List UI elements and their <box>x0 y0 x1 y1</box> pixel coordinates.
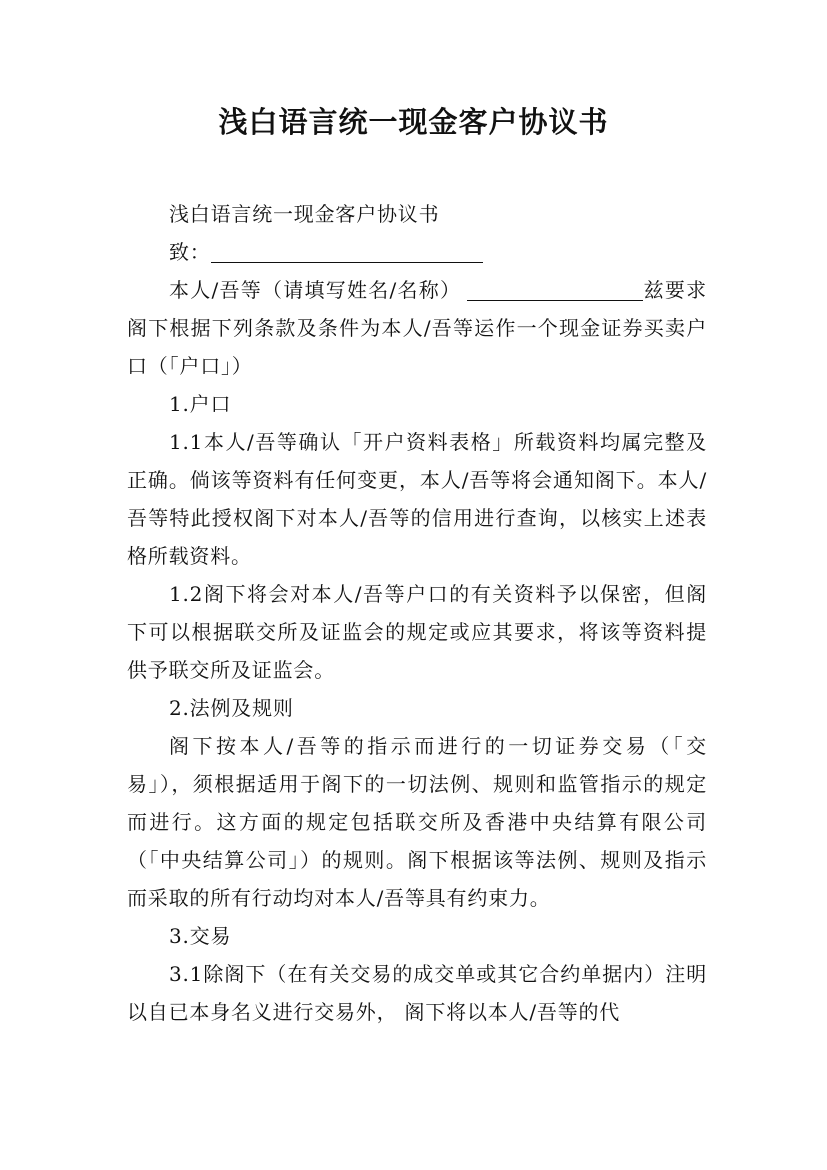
addressee-line <box>127 233 707 271</box>
intro-text-b: 兹要求阁下根据下列条款及条件为本人/吾等运作一个现金证券买卖户口（「户口」） <box>127 278 707 378</box>
addressee-blank <box>211 240 483 263</box>
section-3-heading: 3.交易 <box>169 924 232 948</box>
document-subtitle: 浅白语言统一现金客户协议书 <box>169 202 440 226</box>
clause-3-1: 3.1除阁下（在有关交易的成交单或其它合约单据内）注明以自已本身名义进行交易外， 阁下将以本人/吾等的代 <box>127 962 707 1024</box>
section-1-heading: 1.户口 <box>169 392 232 416</box>
clause-1-1: 1.1本人/吾等确认「开户资料表格」所载资料均属完整及正确。倘该等资料有任何变更，本人/吾等将会通知阁下。本人/吾等特此授权阁下对本人/吾等的信用进行查询，以核实上述表格所载资料。 <box>127 430 707 568</box>
clause-1-2: 1.2阁下将会对本人/吾等户口的有关资料予以保密，但阁下可以根据联交所及证监会的规定或应其要求，将该等资料提供予联交所及证监会。 <box>127 582 707 682</box>
to-label: 致： <box>169 240 211 264</box>
name-blank <box>467 278 643 301</box>
document-title: 浅白语言统一现金客户协议书 <box>218 105 609 139</box>
section-2-heading: 2.法例及规则 <box>169 696 294 720</box>
intro-text-a: 本人/吾等（请填写姓名/名称） <box>169 278 462 302</box>
document-body <box>127 195 707 1031</box>
intro-paragraph <box>127 271 707 385</box>
section-2-body: 阁下按本人/吾等的指示而进行的一切证券交易（「交易」），须根据适用于阁下的一切法例、规则和监管指示的规定而进行。这方面的规定包括联交所及香港中央结算有限公司（「中央结算公司」）的规则。阁下根据该等法例、规则及指示而采取的所有行动均对本人/吾等具有约束力。 <box>127 734 707 910</box>
